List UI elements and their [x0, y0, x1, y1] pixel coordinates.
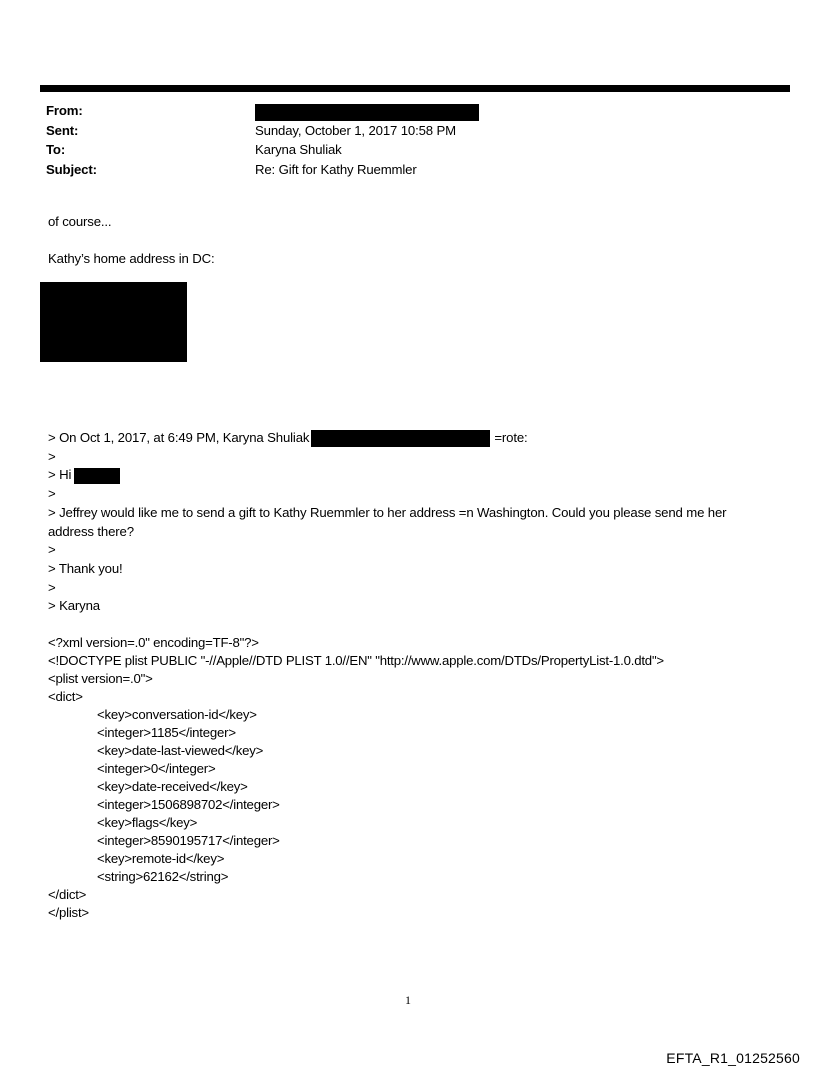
quote-line: > Thank you!: [48, 560, 123, 576]
quoted-reply: [48, 429, 800, 616]
quote-line: > Jeffrey would like me to send a gift to Kathy Ruemmler to her address =n Washington. Could you please send me her: [48, 504, 727, 520]
to-value: Karyna Shuliak: [255, 142, 342, 158]
plist-xml-block: [48, 634, 664, 922]
quote-line-text: =rote:: [494, 430, 528, 445]
subject-label: Subject:: [46, 161, 97, 177]
subject-value: Re: Gift for Kathy Ruemmler: [255, 161, 417, 177]
xml-line: <key>conversation-id</key>: [97, 707, 257, 722]
to-label: To:: [46, 142, 66, 158]
xml-line: <integer>1185</integer>: [97, 725, 236, 740]
header-row-from: [46, 101, 479, 121]
xml-line: <key>flags</key>: [97, 815, 198, 830]
quote-line: [48, 429, 800, 448]
from-label: From:: [46, 103, 83, 118]
sent-label: Sent:: [46, 122, 79, 138]
quote-line: >: [48, 448, 56, 464]
xml-line: <key>date-last-viewed</key>: [97, 743, 264, 758]
xml-line: <integer>8590195717</integer>: [97, 833, 280, 848]
sent-value: Sunday, October 1, 2017 10:58 PM: [255, 122, 456, 138]
xml-line: <!DOCTYPE plist PUBLIC "-//Apple//DTD PLIST 1.0//EN" "http://www.apple.com/DTDs/PropertyList-1.0.dtd">: [48, 653, 664, 668]
xml-line: <key>date-received</key>: [97, 779, 248, 794]
xml-line: <key>remote-id</key>: [97, 851, 225, 866]
body-greeting: of course...: [48, 214, 112, 229]
redaction-bar-sender-email: [311, 430, 490, 447]
page-number: 1: [405, 993, 411, 1007]
quote-line: >: [48, 486, 56, 502]
quote-line-text: > On Oct 1, 2017, at 6:49 PM, Karyna Shuliak: [48, 430, 310, 445]
xml-line: <?xml version=.0" encoding=TF-8"?>: [48, 635, 259, 650]
quote-line: >: [48, 579, 56, 595]
xml-line: <integer>0</integer>: [97, 761, 216, 776]
bates-number: EFTA_R1_01252560: [666, 1050, 800, 1066]
xml-line: <integer>1506898702</integer>: [97, 797, 280, 812]
quote-line: > Karyna: [48, 598, 100, 614]
xml-line: <plist version=.0">: [48, 671, 153, 686]
redaction-block-address: [40, 282, 187, 362]
body-address-intro: Kathy’s home address in DC:: [48, 251, 215, 266]
header-divider-rule: [40, 85, 790, 92]
quote-line: >: [48, 542, 56, 558]
email-header: [46, 101, 479, 179]
xml-line: <string>62162</string>: [97, 869, 229, 884]
from-value: [255, 101, 479, 121]
quote-line-text: > Hi: [48, 467, 72, 483]
redaction-bar-from: [255, 104, 479, 121]
quote-line: [48, 466, 800, 485]
xml-line: </plist>: [48, 905, 89, 920]
header-row-subject: [46, 160, 479, 180]
redaction-bar-recipient-name: [74, 468, 120, 484]
xml-line: <dict>: [48, 689, 83, 704]
quote-line: address there?: [48, 523, 134, 539]
xml-line: </dict>: [48, 887, 87, 902]
header-row-to: [46, 140, 479, 160]
header-row-sent: [46, 121, 479, 141]
